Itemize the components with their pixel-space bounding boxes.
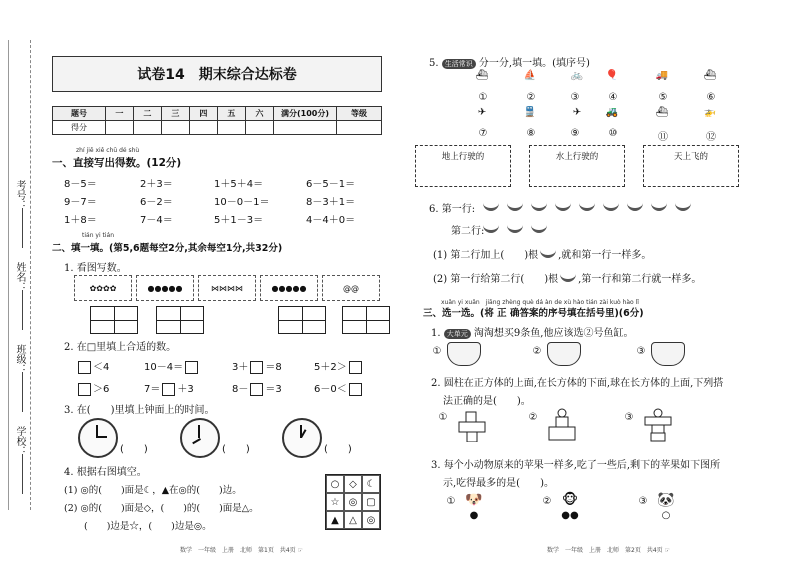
equation: 4－4＋0＝ [306, 215, 356, 226]
banana-icon [483, 200, 499, 211]
select-question-3: 3. 每个小动物原来的苹果一样多,吃了一些后,剩下的苹果如下图所 [431, 460, 721, 471]
name-field[interactable] [22, 290, 23, 330]
option-number[interactable]: ③ [636, 346, 646, 357]
question-1: 1. 看图写数。 [64, 263, 127, 274]
score-cell[interactable] [274, 121, 337, 135]
fill-item [232, 380, 282, 396]
matrix-cell: △ [344, 511, 362, 529]
score-cell[interactable] [245, 121, 273, 135]
question-6-row1-label: 6. 第一行: [429, 204, 476, 215]
fill-text: ＋3 [177, 384, 194, 395]
banana-icon [507, 200, 523, 211]
matrix-cell: ☆ [326, 493, 344, 511]
banana-icon [531, 200, 547, 211]
matrix-cell: ☾ [362, 475, 380, 493]
score-cell[interactable] [217, 121, 245, 135]
matrix-cell: ◇ [344, 475, 362, 493]
equation: 9－7＝ [64, 197, 97, 208]
item-number: ⑪ [658, 132, 668, 143]
fill-text: 5＋2＞ [314, 362, 347, 373]
option-number[interactable]: ② [528, 412, 538, 423]
option-number[interactable]: ③ [624, 412, 634, 423]
option-number[interactable]: ① [432, 346, 442, 357]
answer-square[interactable] [349, 383, 362, 396]
item-number: ② [526, 92, 536, 103]
submarine-icon: ⛴ [655, 107, 669, 118]
answer-grid[interactable] [278, 306, 326, 334]
matrix-cell: ○ [326, 475, 344, 493]
fill-text: 3＋ [232, 362, 249, 373]
sidebar-label-exam-no: 考号： [14, 180, 25, 210]
fishbowl-icon [547, 342, 581, 366]
answer-square[interactable] [78, 383, 91, 396]
fill-item [76, 358, 109, 374]
page-footer: 数学 一年级 上册 北师 第2页 共4页 ☞ [547, 547, 670, 554]
dog-icon: 🐶 [465, 492, 483, 508]
sailboat-icon: ⛵ [523, 70, 537, 81]
question-6-row2-label: 第二行: [451, 226, 485, 237]
question-text: ,第一行和第二行就一样多。 [578, 274, 702, 285]
score-header-cell: 满分(100分) [274, 107, 337, 121]
score-header-cell: 六 [245, 107, 273, 121]
section1-pinyin: zhí jiē xiě chū dé shù [76, 147, 140, 154]
score-header-cell: 四 [189, 107, 217, 121]
answer-grid[interactable] [156, 306, 204, 334]
answer-square[interactable] [349, 361, 362, 374]
item-number: ⑦ [478, 128, 488, 139]
section2-title: 二、填一填。(第5,6题每空2分,其余每空1分,共32分) [52, 243, 283, 254]
question-6-line2 [433, 270, 701, 285]
question-number: 5. [429, 58, 439, 69]
fill-text: 8－ [232, 384, 249, 395]
apple-icon: ● [469, 510, 479, 521]
item-number: ③ [570, 92, 580, 103]
class-field[interactable] [22, 372, 23, 412]
answer-square[interactable] [162, 383, 175, 396]
section1-title: 一、直接写出得数。(12分) [52, 157, 182, 169]
item-number: ⑧ [526, 128, 536, 139]
ship-icon: ⛴ [475, 70, 489, 81]
clock-face [282, 418, 322, 458]
fill-item [314, 358, 364, 374]
truck-icon: 🚚 [655, 70, 669, 81]
banana-icon [555, 200, 571, 211]
stack-shape-icon [641, 408, 675, 442]
question-text: (2) 第一行给第二行( )根 [433, 274, 559, 285]
monkey-icon: 🐵 [561, 492, 579, 508]
cut-line [30, 40, 31, 510]
answer-square[interactable] [78, 361, 91, 374]
fishbowl-icon [651, 342, 685, 366]
clock-face [180, 418, 220, 458]
answer-box-water[interactable]: 水上行驶的 [529, 145, 625, 187]
clock-answer-blank[interactable]: ( ) [222, 444, 250, 455]
matrix-cell: ▲ [326, 511, 344, 529]
banana-icon [540, 249, 556, 258]
banana-icon [603, 200, 619, 211]
fill-item [232, 358, 282, 374]
helicopter-icon: 🚁 [703, 107, 717, 118]
question-3: 3. 在( )里填上钟面上的时间。 [64, 405, 215, 416]
option-number[interactable]: ② [542, 496, 552, 507]
question-text: ,就和第一行一样多。 [558, 250, 652, 261]
picture-box-apples: ●●●●● [260, 275, 318, 301]
airplane-icon: ✈ [477, 107, 487, 118]
banana-icon [579, 200, 595, 211]
school-field[interactable] [22, 454, 23, 494]
apple-core-icon: ○ [661, 510, 671, 521]
matrix-cell: ▢ [362, 493, 380, 511]
fill-text: ＝3 [265, 384, 282, 395]
train-icon: 🚆 [523, 107, 537, 118]
fill-item [76, 380, 109, 396]
question-6-line1 [433, 246, 651, 261]
score-cell[interactable] [337, 121, 382, 135]
fishbowl-icon [447, 342, 481, 366]
fill-text: ＜4 [93, 362, 110, 373]
fill-item [314, 380, 364, 396]
score-table [52, 106, 382, 135]
banana-icon [560, 273, 576, 282]
score-cell[interactable] [189, 121, 217, 135]
balloon-icon: 🎈 [605, 70, 619, 81]
score-cell[interactable] [161, 121, 189, 135]
answer-box-land[interactable]: 地上行驶的 [415, 145, 511, 187]
equation: 5＋1－3＝ [214, 215, 264, 226]
select-question-3-cont: 示,吃得最多的是( )。 [443, 478, 554, 489]
picture-box-butterflies: ⋈⋈⋈⋈ [198, 275, 256, 301]
answer-grid[interactable] [342, 306, 390, 334]
section2-pinyin: tián yi tián [82, 232, 115, 239]
item-number: ⑫ [706, 132, 716, 143]
right-page [397, 0, 794, 562]
equation: 1＋5＋4＝ [214, 179, 264, 190]
banana-icon [483, 222, 499, 233]
item-number: ⑩ [608, 128, 618, 139]
apple-icon: ●● [561, 510, 579, 521]
answer-square[interactable] [250, 383, 263, 396]
question-4-line2: (2) ◎的( )面是◇，( )的( )面是△。 [64, 503, 259, 514]
picture-box-strawberries: ●●●●● [136, 275, 194, 301]
stack-shape-icon [545, 408, 579, 442]
equation: 1＋8＝ [64, 215, 97, 226]
banana-icon [507, 222, 523, 233]
option-number[interactable]: ① [446, 496, 456, 507]
score-cell[interactable] [133, 121, 161, 135]
question-text: 分一分,填一填。(填序号) [478, 58, 590, 69]
item-number: ④ [608, 92, 618, 103]
question-tag: 生活常识 [442, 59, 476, 69]
fill-text: 10－4＝ [144, 362, 184, 373]
option-number[interactable]: ② [532, 346, 542, 357]
score-row-label: 得分 [53, 121, 106, 135]
question-text: (1) 第二行加上( )根 [433, 250, 539, 261]
banana-icon [627, 200, 643, 211]
score-header-cell: 五 [217, 107, 245, 121]
matrix-cell: ◎ [344, 493, 362, 511]
fill-item [144, 358, 200, 374]
select-question-2-cont: 法正确的是( )。 [443, 396, 531, 407]
banana-icon [651, 200, 667, 211]
fill-text: 6－0＜ [314, 384, 347, 395]
stack-shape-icon [455, 408, 489, 442]
item-number: ⑥ [706, 92, 716, 103]
item-number: ⑤ [658, 92, 668, 103]
sidebar-label-school: 学校： [14, 426, 25, 456]
fill-text: 7＝ [144, 384, 161, 395]
equation: 8－5＝ [64, 179, 97, 190]
tractor-icon: 🚜 [605, 107, 619, 118]
option-number[interactable]: ③ [638, 496, 648, 507]
equation: 6－2＝ [140, 197, 173, 208]
fill-item [144, 380, 194, 396]
equation: 2＋3＝ [140, 179, 173, 190]
equation: 6－5－1＝ [306, 179, 356, 190]
answer-square[interactable] [185, 361, 198, 374]
fill-text: ＝8 [265, 362, 282, 373]
clock-face [78, 418, 118, 458]
panda-icon: 🐼 [657, 492, 675, 508]
fill-text: ＞6 [93, 384, 110, 395]
question-number: 1. [431, 328, 441, 339]
question-text: 淘淘想买9条鱼,他应该选②号鱼缸。 [473, 328, 634, 339]
equation: 10－0－1＝ [214, 197, 270, 208]
equation: 7－4＝ [140, 215, 173, 226]
question-5 [429, 54, 590, 69]
question-4-line1: (1) ◎的( )面是☾，▲在◎的( )边。 [64, 485, 242, 496]
banana-icon [675, 200, 691, 211]
page-footer: 数学 一年级 上册 北师 第1页 共4页 ☞ [180, 547, 303, 554]
crane-boat-icon: ⛴ [703, 70, 717, 81]
glider-icon: ✈ [572, 107, 582, 118]
answer-grid[interactable] [90, 306, 138, 334]
answer-box-sky[interactable]: 天上飞的 [643, 145, 739, 187]
sidebar-label-name: 姓名： [14, 262, 25, 292]
score-header-cell: 三 [161, 107, 189, 121]
equation: 8－3＋1＝ [306, 197, 356, 208]
question-4-line3: ( )边是☆，( )边是◎。 [84, 521, 212, 532]
section3-title: 三、选一选。(将 正 确答案的序号填在括号里)(6分) [423, 308, 644, 319]
select-question-1 [431, 324, 633, 339]
select-question-2: 2. 圆柱在正方体的上面,在长方体的下面,球在长方体的上面,下列搭 [431, 378, 724, 389]
exam-no-field[interactable] [22, 208, 23, 248]
matrix-cell: ◎ [362, 511, 380, 529]
bicycle-icon: 🚲 [570, 70, 584, 81]
question-tag: 大单元 [444, 329, 471, 339]
clock-answer-blank[interactable]: ( ) [324, 444, 352, 455]
sidebar-label-class: 班级： [14, 344, 25, 374]
item-number: ⑨ [570, 128, 580, 139]
answer-square[interactable] [250, 361, 263, 374]
section3-pinyin: xuǎn yi xuǎn jiāng zhèng què dá àn de xù hào tián zài kuò hào lǐ [441, 299, 639, 306]
question-2: 2. 在□里填上合适的数。 [64, 342, 177, 353]
score-header-cell: 等级 [337, 107, 382, 121]
score-header-cell: 一 [105, 107, 133, 121]
clock-answer-blank[interactable]: ( ) [120, 444, 148, 455]
banana-icon [531, 222, 547, 233]
score-cell[interactable] [105, 121, 133, 135]
option-number[interactable]: ① [438, 412, 448, 423]
score-header-cell: 题号 [53, 107, 106, 121]
paper-title: 试卷14 期末综合达标卷 [52, 56, 382, 92]
score-header-cell: 二 [133, 107, 161, 121]
picture-box-snails: @@ [322, 275, 380, 301]
shape-matrix [325, 474, 381, 530]
picture-box-flowers: ✿✿✿✿ [74, 275, 132, 301]
item-number: ① [478, 92, 488, 103]
question-4: 4. 根据右图填空。 [64, 467, 147, 478]
